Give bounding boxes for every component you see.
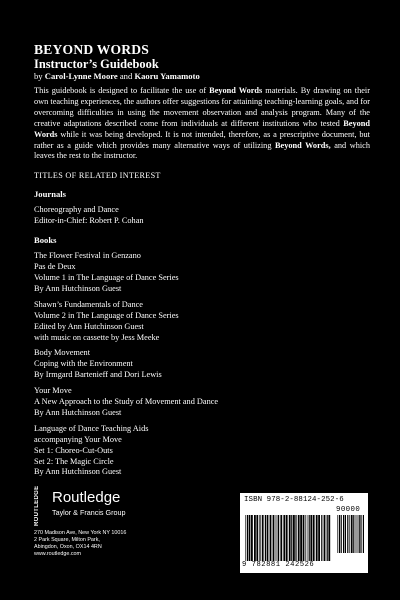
entry-line: By Ann Hutchinson Guest (34, 407, 122, 417)
related-title-entry (34, 424, 370, 479)
address-line: 270 Madison Ave, New York NY 10016 (34, 530, 127, 536)
entry-line: By Ann Hutchinson Guest (34, 283, 122, 293)
publisher-group: Taylor & Francis Group (52, 508, 126, 517)
isbn-number: ISBN 978-2-88124-252-6 (244, 496, 344, 504)
barcode-bar (273, 515, 275, 561)
author-name: Kaoru Yamamoto (134, 71, 200, 81)
book-subtitle: Instructor’s Guidebook (34, 57, 159, 71)
barcode-bar (262, 515, 264, 561)
entry-line: Choreography and Dance (34, 205, 119, 215)
barcode-bar (298, 515, 300, 561)
barcode-addon-icon (336, 515, 364, 553)
related-title-entry (34, 251, 370, 295)
barcode-bar (305, 515, 306, 561)
barcode-bar (324, 515, 326, 561)
barcode-bar (345, 515, 346, 553)
barcode-bar (351, 515, 353, 553)
barcode-bar (249, 515, 251, 561)
byline (34, 71, 370, 82)
publisher-address (34, 530, 126, 558)
description-text: materials. By drawing on their own teaching experiences, the authors offer suggestions for attaining teaching-learning goals, and for overcoming difficulties in using the movement observation and analysis program. Many of the creative adaptations described come from individuals at different institutions who tested (34, 86, 370, 128)
entry-line: Volume 2 in The Language of Dance Series (34, 310, 179, 320)
related-title-entry (34, 348, 370, 381)
publisher-block (34, 486, 194, 576)
barcode-bar (341, 515, 342, 553)
address-line: Abingdon, Oxon, OX14 4RN (34, 544, 102, 550)
description-text: and which leaves the rest to the instructor. (34, 140, 370, 161)
description-text: while it was being developed. It is not intended, therefore, as a prescriptive document, but rather as a guide which provides many alternative ways of utilizing (34, 129, 370, 150)
barcode-bar (293, 515, 295, 561)
entry-line: Editor-in-Chief: Robert P. Cohan (34, 216, 144, 226)
barcode-bar (270, 515, 272, 561)
barcode-bar (316, 515, 318, 561)
barcode-bar (277, 515, 278, 561)
barcode-bar (359, 515, 360, 553)
entry-line: A New Approach to the Study of Movement and Dance (34, 397, 219, 407)
address-line: www.routledge.com (34, 551, 82, 557)
barcode-bar (310, 515, 312, 561)
entry-line: Edited by Ann Hutchinson Guest (34, 321, 144, 331)
related-title-entry (34, 300, 370, 344)
barcode-bar (327, 515, 328, 561)
address-line: 2 Park Square, Milton Park, (34, 537, 100, 543)
entry-line: By Ann Hutchinson Guest (34, 467, 122, 477)
entry-line: The Flower Festival in Genzano (34, 251, 141, 261)
price-code: 90000 (336, 506, 361, 514)
entry-line: Pas de Deux (34, 262, 76, 272)
entry-line: Set 1: Choreo-Cut-Outs (34, 445, 113, 455)
barcode-bar (256, 515, 258, 561)
barcode-bar (357, 515, 358, 553)
barcode-bar (328, 515, 330, 561)
entry-line: By Irmgard Bartenieff and Dori Lewis (34, 370, 162, 380)
barcode-bar (339, 515, 340, 553)
barcode-icon (244, 515, 332, 561)
barcode-bar (265, 515, 266, 561)
entry-line: accompanying Your Move (34, 434, 122, 444)
barcode-bar (247, 515, 248, 561)
barcode-bar (286, 515, 288, 561)
book-title: BEYOND WORDS (34, 42, 150, 57)
barcode-bar (321, 515, 322, 561)
barcode-bar (278, 515, 279, 561)
entry-line: Coping with the Environment (34, 359, 133, 369)
entry-line: Your Move (34, 386, 72, 396)
barcode-bar (303, 515, 305, 561)
journals-heading: Journals (34, 189, 66, 200)
barcode-bar (259, 515, 260, 561)
related-title-entry (34, 205, 370, 227)
books-heading: Books (34, 235, 57, 246)
entry-line: with music on cassette by Jess Meeke (34, 332, 160, 342)
barcode-bar (337, 515, 338, 553)
author-name: Carol-Lynne Moore (44, 71, 118, 81)
barcode-bar (349, 515, 350, 553)
barcode-digits: 9 782881 242526 (242, 561, 315, 569)
barcode-bar (318, 515, 320, 561)
barcode-bar (289, 515, 291, 561)
byline-prefix: by (34, 71, 45, 81)
description-emphasis: Beyond Words (209, 86, 263, 95)
barcode-bar (295, 515, 296, 561)
journals-list (34, 205, 370, 227)
description-emphasis: Beyond Words (34, 118, 370, 139)
publisher-name: Routledge (52, 489, 121, 506)
barcode-bar (356, 515, 357, 553)
entry-line: Language of Dance Teaching Aids (34, 423, 149, 433)
barcode-bar (343, 515, 344, 553)
barcode-bar (267, 515, 269, 561)
barcode-bar (353, 515, 354, 553)
entry-line: Volume 1 in The Language of Dance Series (34, 272, 179, 282)
related-titles-heading: TITLES OF RELATED INTEREST (34, 171, 161, 181)
book-description (34, 86, 370, 162)
barcode-bar (313, 515, 315, 561)
entry-line: Set 2: The Magic Circle (34, 456, 114, 466)
barcode-bar (251, 515, 253, 561)
description-emphasis: Beyond Words, (274, 140, 331, 150)
entry-line: Shawn’s Fundamentals of Dance (34, 299, 143, 309)
barcode-bar (300, 515, 302, 561)
cover-text-block (34, 42, 370, 478)
barcode-bar (283, 515, 285, 561)
barcode-bar (276, 515, 277, 561)
byline-and: and (117, 71, 135, 81)
barcode-bar (245, 515, 246, 561)
barcode-bar (291, 515, 292, 561)
barcode-bar (254, 515, 256, 561)
publisher-logo-text: ROUTLEDGE (34, 485, 40, 526)
isbn-barcode-box (240, 493, 368, 573)
description-text: This guidebook is designed to facilitate the use of (34, 86, 210, 95)
barcode-bar (360, 515, 361, 553)
barcode-bar (347, 515, 348, 553)
books-list (34, 251, 370, 478)
barcode-bar (307, 515, 308, 561)
barcode-bar (309, 515, 310, 561)
barcode-bar (280, 515, 282, 561)
related-title-entry (34, 386, 370, 419)
barcode-bar (363, 515, 364, 553)
entry-line: Body Movement (34, 348, 90, 358)
